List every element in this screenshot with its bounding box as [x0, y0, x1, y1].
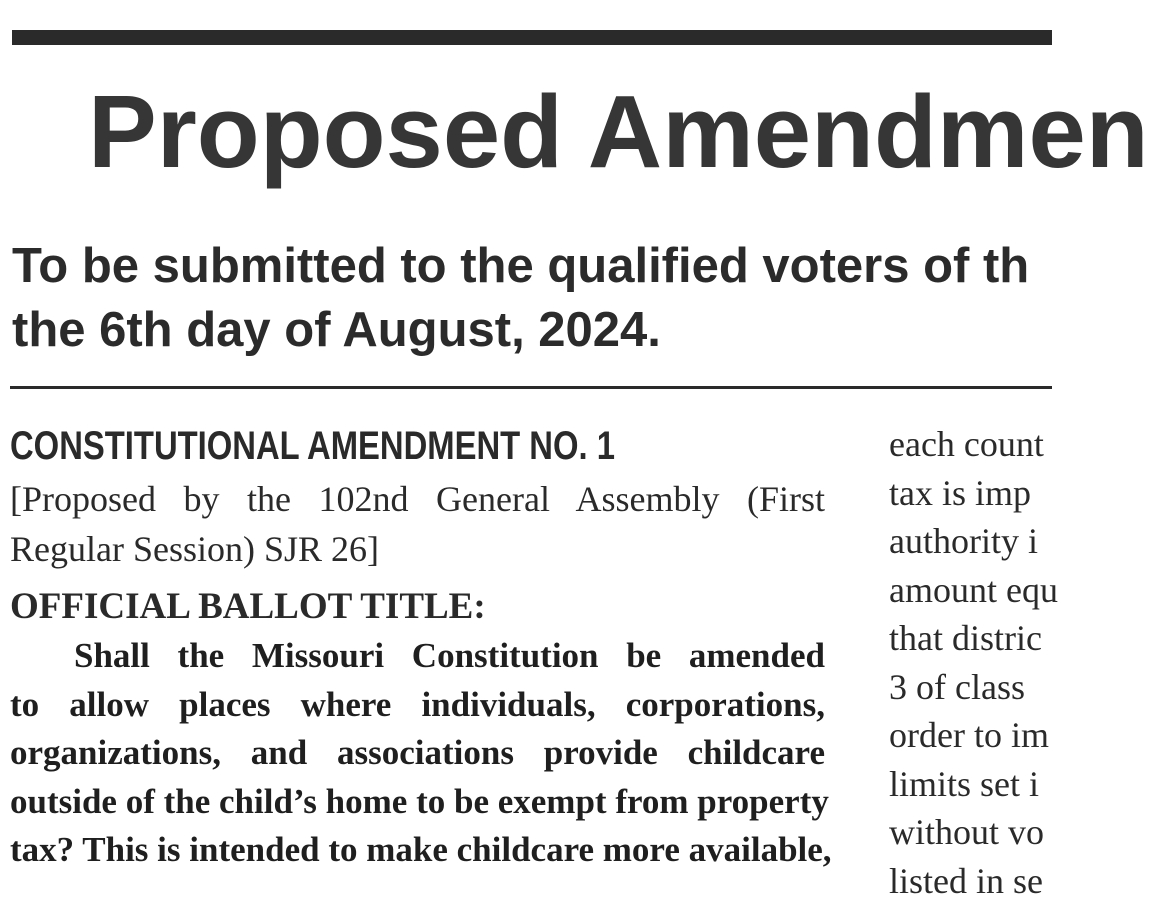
subhead	[12, 234, 1029, 362]
proposed-by-note	[10, 474, 825, 574]
page-headline: Proposed Amendmen	[88, 74, 1149, 189]
right-column-line: limits set i	[889, 763, 1040, 804]
ballot-line: organizations, and associations provide childcare	[10, 733, 825, 772]
right-column-line: that distric	[889, 618, 1042, 658]
subhead-line: the 6th day of August, 2024.	[12, 303, 661, 357]
proposed-by-line: Regular Session) SJR 26]	[10, 529, 379, 569]
ballot-line: outside of the child’s home to be exempt from property	[10, 781, 829, 821]
ballot-line: Shall the Missouri Constitution be amended	[74, 636, 825, 675]
right-column-line: 3 of class	[889, 666, 1025, 707]
left-column	[10, 420, 832, 875]
right-column-line: listed in se	[889, 860, 1043, 901]
amendment-heading: CONSTITUTIONAL AMENDMENT NO. 1	[10, 424, 615, 468]
ballot-title-heading: OFFICIAL BALLOT TITLE:	[10, 586, 486, 627]
right-column-line: without vo	[889, 812, 1045, 852]
right-column-line: tax is imp	[889, 472, 1031, 513]
ballot-line: to allow places where individuals, corporations,	[10, 684, 825, 724]
right-column-line: each count	[889, 424, 1044, 464]
ballot-line: tax? This is intended to make childcare more available,	[10, 830, 832, 869]
right-column-line: order to im	[889, 715, 1049, 755]
top-rule	[12, 30, 1052, 45]
proposed-by-line: [Proposed by the 102nd General Assembly (First	[10, 479, 825, 519]
right-column	[889, 420, 1089, 905]
ballot-title-text	[10, 632, 832, 875]
subhead-line: To be submitted to the qualified voters of th	[12, 239, 1030, 293]
right-column-line: amount equ	[889, 569, 1058, 610]
section-divider	[10, 386, 1052, 389]
right-column-line: authority i	[889, 521, 1038, 561]
